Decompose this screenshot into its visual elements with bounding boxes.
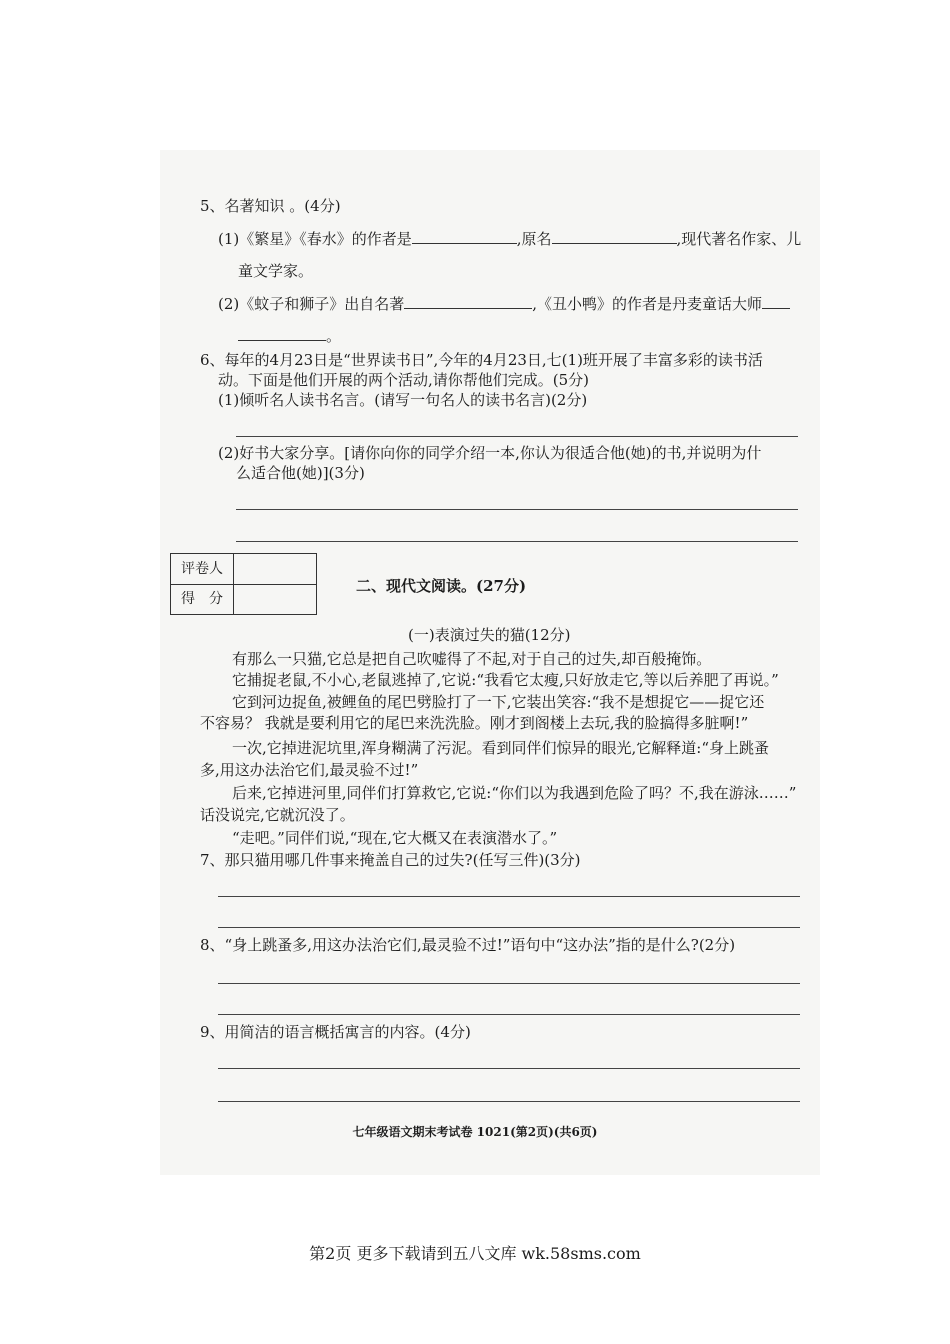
passage-title: (一)表演过失的猫(12分) <box>408 626 571 644</box>
q5-part2-line2 <box>238 326 341 346</box>
q5-part2-text-c: 。 <box>326 327 342 345</box>
q6-line1: 6、每年的4月23日是“世界读书日”,今年的4月23日,七(1)班开展了丰富多彩的读书活 <box>200 351 763 369</box>
q5-part2-text-b: ,《丑小鸭》的作者是丹麦童话大师 <box>532 295 763 313</box>
grader-label: 评卷人 <box>171 554 234 584</box>
q6-part1: (1)倾听名人读书名言。(请写一句名人的读书名言)(2分) <box>218 391 588 409</box>
q9-answer-line-2[interactable] <box>218 1101 800 1102</box>
q6-part2-answer-line-1[interactable] <box>236 509 798 510</box>
passage-line-1: 有那么一只猫,它总是把自己吹嘘得了不起,对于自己的过失,却百般掩饰。 <box>232 650 712 668</box>
passage-line-2: 它捕捉老鼠,不小心,老鼠逃掉了,它说:“我看它太瘦,只好放走它,等以后养肥了再说。” <box>232 671 779 689</box>
q5-part1-text-c: ,现代著名作家、儿 <box>676 230 802 248</box>
q8-text: 8、“身上跳蚤多,用这办法治它们,最灵验不过!”语句中“这办法”指的是什么?(2分) <box>200 936 736 954</box>
q5-title: 5、名著知识 。(4分) <box>200 197 341 215</box>
q6-part2-line2: 么适合他(她)](3分) <box>236 464 365 482</box>
q5-part1-line1 <box>218 229 801 249</box>
passage-line-5: 一次,它掉进泥坑里,浑身糊满了污泥。看到同伴们惊异的眼光,它解释道:“身上跳蚤 <box>232 739 770 757</box>
passage-line-7: 后来,它掉进河里,同伴们打算救它,它说:“你们以为我遇到危险了吗？不,我在游泳……” <box>232 784 797 802</box>
q5-part2-text-a: (2)《蚊子和狮子》出自名著 <box>218 295 405 313</box>
passage-line-6: 多,用这办法治它们,最灵验不过!” <box>200 761 419 779</box>
q5-fairytale-master-blank-start[interactable] <box>762 294 790 309</box>
q5-book-blank[interactable] <box>404 294 532 309</box>
passage-line-9: “走吧。”同伴们说,“现在,它大概又在表演潜水了。” <box>232 829 558 847</box>
q6-part2-answer-line-2[interactable] <box>236 541 798 542</box>
q5-part1-text-b: ,原名 <box>516 230 552 248</box>
section2-title: 二、现代文阅读。(27分) <box>356 577 527 595</box>
passage-line-4: 不容易？ 我就是要利用它的尾巴来洗洗脸。刚才到阁楼上去玩,我的脸搞得多脏啊!” <box>200 714 749 732</box>
q6-line2: 动。下面是他们开展的两个活动,请你帮他们完成。(5分) <box>218 371 590 389</box>
exam-page-footer: 七年级语文期末考试卷 1021(第2页)(共6页) <box>352 1125 598 1139</box>
q7-answer-line-2[interactable] <box>218 927 800 928</box>
score-table-score-row <box>171 584 316 614</box>
passage-line-8: 话没说完,它就沉没了。 <box>200 806 355 824</box>
q5-original-name-blank[interactable] <box>552 229 677 244</box>
score-table-grader-row <box>171 554 316 585</box>
score-table <box>170 553 317 615</box>
q7-answer-line-1[interactable] <box>218 896 800 897</box>
q8-answer-line-2[interactable] <box>218 1014 800 1015</box>
q6-part1-answer-line[interactable] <box>236 436 798 437</box>
q6-part2-line1: (2)好书大家分享。[请你向你的同学介绍一本,你认为很适合他(她)的书,并说明为什 <box>218 444 762 462</box>
q9-text: 9、用简洁的语言概括寓言的内容。(4分) <box>200 1023 471 1041</box>
download-footer: 第2页 更多下载请到五八文库 wk.58sms.com <box>309 1244 641 1263</box>
q7-text: 7、那只猫用哪几件事来掩盖自己的过失?(任写三件)(3分) <box>200 851 581 869</box>
q5-part2-line1 <box>218 294 790 314</box>
q5-part1-text-a: (1)《繁星》《春水》的作者是 <box>218 230 412 248</box>
q8-answer-line-1[interactable] <box>218 983 800 984</box>
q5-fairytale-master-blank[interactable] <box>238 326 326 341</box>
q9-answer-line-1[interactable] <box>218 1068 800 1069</box>
q5-part1-line2: 童文学家。 <box>238 262 314 280</box>
q5-author-blank[interactable] <box>412 229 517 244</box>
passage-line-3: 它到河边捉鱼,被鲤鱼的尾巴劈脸打了一下,它装出笑容:“我不是想捉它——捉它还 <box>232 693 765 711</box>
score-label: 得 分 <box>171 584 234 614</box>
